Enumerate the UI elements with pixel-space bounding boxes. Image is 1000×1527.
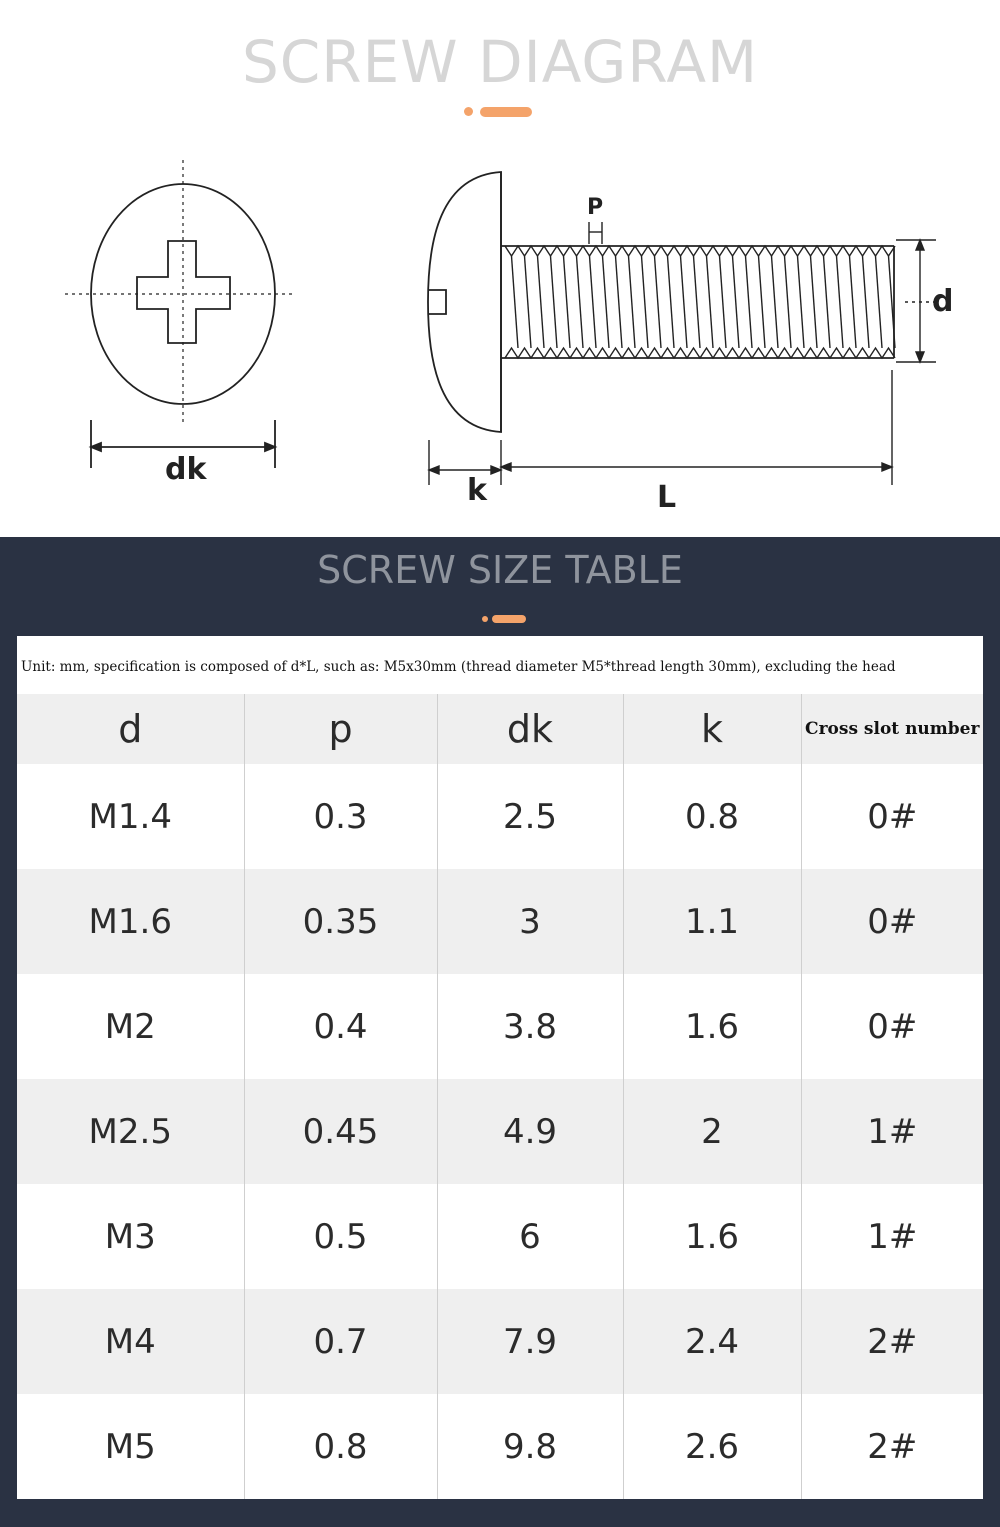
screw-drawing	[0, 0, 1000, 537]
accent-bar-2	[492, 615, 526, 623]
cell-p: 0.4	[244, 974, 437, 1079]
cell-d: M2	[17, 974, 244, 1079]
cell-dk: 4.9	[437, 1079, 623, 1184]
cell-k: 2.6	[623, 1394, 801, 1499]
dimension-lines	[429, 222, 936, 485]
cell-p: 0.7	[244, 1289, 437, 1394]
diagram-title: SCREW DIAGRAM	[241, 28, 759, 96]
dk-label: dk	[165, 452, 207, 487]
d-label: d	[932, 284, 954, 319]
cell-cross-slot: 0#	[867, 901, 918, 942]
cell-d: M4	[17, 1289, 244, 1394]
k-label: k	[467, 473, 487, 508]
cell-dk: 2.5	[437, 764, 623, 869]
table-row	[17, 1394, 983, 1499]
p-label: P	[587, 195, 604, 220]
unit-note: Unit: mm, specification is composed of d*L, such as: M5x30mm (thread diameter M5*thread length 30mm), excluding the head	[21, 659, 896, 675]
cell-d: M3	[17, 1184, 244, 1289]
cell-k: 2.4	[623, 1289, 801, 1394]
cell-cross-slot: 2#	[867, 1321, 918, 1362]
head-side-view	[428, 172, 501, 432]
table-row	[17, 764, 983, 869]
cell-cross-slot: 0#	[867, 796, 918, 837]
cell-p: 0.3	[244, 764, 437, 869]
cell-p: 0.8	[244, 1394, 437, 1499]
table-row	[17, 869, 983, 974]
cell-dk: 3.8	[437, 974, 623, 1079]
cell-d: M1.6	[17, 869, 244, 974]
cell-k: 2	[623, 1079, 801, 1184]
cell-k: 1.6	[623, 974, 801, 1079]
thread-shank	[501, 246, 895, 358]
table-header-row	[17, 694, 983, 764]
cell-k: 1.1	[623, 869, 801, 974]
cell-cross-slot: 1#	[867, 1216, 918, 1257]
header-k: k	[623, 694, 801, 764]
accent-dot-2	[482, 616, 488, 622]
header-cross-slot: Cross slot number	[805, 719, 980, 739]
cell-p: 0.35	[244, 869, 437, 974]
header-d: d	[17, 694, 244, 764]
table-row	[17, 1184, 983, 1289]
cell-k: 0.8	[623, 764, 801, 869]
table-row	[17, 974, 983, 1079]
size-table-title: SCREW SIZE TABLE	[317, 548, 683, 592]
cell-d: M1.4	[17, 764, 244, 869]
table-row	[17, 1079, 983, 1184]
header-p: p	[244, 694, 437, 764]
cell-cross-slot: 0#	[867, 1006, 918, 1047]
diagram-section	[0, 0, 1000, 537]
cell-d: M2.5	[17, 1079, 244, 1184]
size-table	[17, 694, 983, 1499]
cell-p: 0.5	[244, 1184, 437, 1289]
l-label: L	[657, 480, 677, 515]
cell-dk: 6	[437, 1184, 623, 1289]
header-dk: dk	[437, 694, 623, 764]
cell-dk: 9.8	[437, 1394, 623, 1499]
cell-dk: 7.9	[437, 1289, 623, 1394]
cell-cross-slot: 1#	[867, 1111, 918, 1152]
cell-k: 1.6	[623, 1184, 801, 1289]
cell-cross-slot: 2#	[867, 1426, 918, 1467]
table-row	[17, 1289, 983, 1394]
size-table-card	[17, 636, 983, 1496]
head-top-view	[65, 160, 296, 468]
cell-p: 0.45	[244, 1079, 437, 1184]
cell-d: M5	[17, 1394, 244, 1499]
cell-dk: 3	[437, 869, 623, 974]
